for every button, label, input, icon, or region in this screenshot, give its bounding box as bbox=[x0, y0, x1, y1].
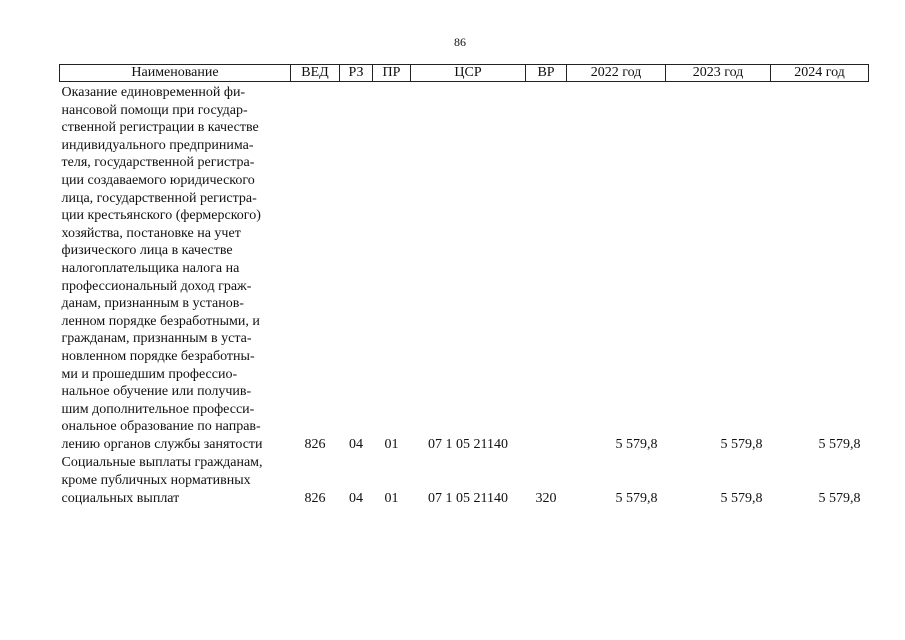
name-line: ми и прошедшим профессио- bbox=[61, 366, 238, 382]
row-name bbox=[60, 82, 291, 454]
header-2023: 2023 год bbox=[666, 65, 771, 82]
name-line: гражданам, признанным в уста- bbox=[61, 331, 252, 347]
name-line: Оказание единовременной фи- bbox=[61, 85, 246, 100]
cell-2024: 5 579,8 bbox=[818, 436, 861, 452]
name-line: налогоплательщика налога на bbox=[61, 260, 240, 276]
cell-2023: 5 579,8 bbox=[720, 436, 763, 452]
cell-csr: 07 1 05 21140 bbox=[428, 436, 508, 452]
name-line: ции создаваемого юридического bbox=[61, 172, 255, 188]
cell-rz: 04 bbox=[349, 490, 363, 506]
header-ved: ВЕД bbox=[291, 65, 340, 82]
page-number: 86 bbox=[454, 35, 466, 49]
name-line: лица, государственной регистра- bbox=[61, 190, 257, 206]
header-csr: ЦСР bbox=[411, 65, 526, 82]
name-line: физического лица в качестве bbox=[61, 243, 233, 259]
cell-ved: 826 bbox=[304, 490, 326, 506]
header-pr: ПР bbox=[373, 65, 411, 82]
budget-table bbox=[59, 64, 869, 507]
name-line: новленном порядке безработны- bbox=[61, 348, 255, 364]
header-name: Наименование bbox=[60, 65, 291, 82]
cell-vr: 320 bbox=[535, 490, 557, 506]
name-line: ленном порядке безработными, и bbox=[61, 313, 260, 329]
cell-csr: 07 1 05 21140 bbox=[428, 490, 508, 506]
cell-pr: 01 bbox=[384, 436, 399, 452]
name-line: лению органов службы занятости bbox=[61, 436, 263, 452]
table-row bbox=[60, 82, 869, 454]
name-line: теля, государственной регистра- bbox=[61, 155, 255, 171]
name-line: ственной регистрации в качестве bbox=[61, 120, 259, 136]
header-2022: 2022 год bbox=[567, 65, 666, 82]
name-line: хозяйства, постановке на учет bbox=[61, 225, 241, 241]
cell-2024: 5 579,8 bbox=[818, 490, 861, 506]
name-line: профессиональный доход граж- bbox=[61, 278, 252, 294]
cell-pr: 01 bbox=[384, 490, 399, 506]
name-line: ции крестьянского (фермерского) bbox=[61, 208, 261, 224]
name-line: шим дополнительное професси- bbox=[61, 401, 255, 417]
name-line: кроме публичных нормативных bbox=[61, 473, 251, 489]
header-vr: ВР bbox=[526, 65, 567, 82]
name-line: Социальные выплаты гражданам, bbox=[61, 455, 263, 471]
name-line: нальное обучение или получив- bbox=[61, 384, 252, 400]
header-rz: РЗ bbox=[340, 65, 373, 82]
cell-rz: 04 bbox=[349, 436, 363, 452]
name-line: социальных выплат bbox=[61, 490, 180, 506]
name-line: данам, признанным в установ- bbox=[61, 296, 244, 312]
table-row bbox=[60, 453, 869, 507]
name-line: нансовой помощи при государ- bbox=[61, 102, 248, 118]
header-2024: 2024 год bbox=[771, 65, 869, 82]
cell-2022: 5 579,8 bbox=[615, 490, 658, 506]
name-line: индивидуального предпринима- bbox=[61, 137, 254, 153]
cell-ved: 826 bbox=[304, 436, 326, 452]
name-line: ональное образование по направ- bbox=[61, 419, 261, 435]
cell-2023: 5 579,8 bbox=[720, 490, 763, 506]
table-header-row bbox=[60, 65, 869, 82]
cell-vr bbox=[526, 82, 567, 454]
cell-2022: 5 579,8 bbox=[615, 436, 658, 452]
row-name bbox=[60, 453, 291, 507]
